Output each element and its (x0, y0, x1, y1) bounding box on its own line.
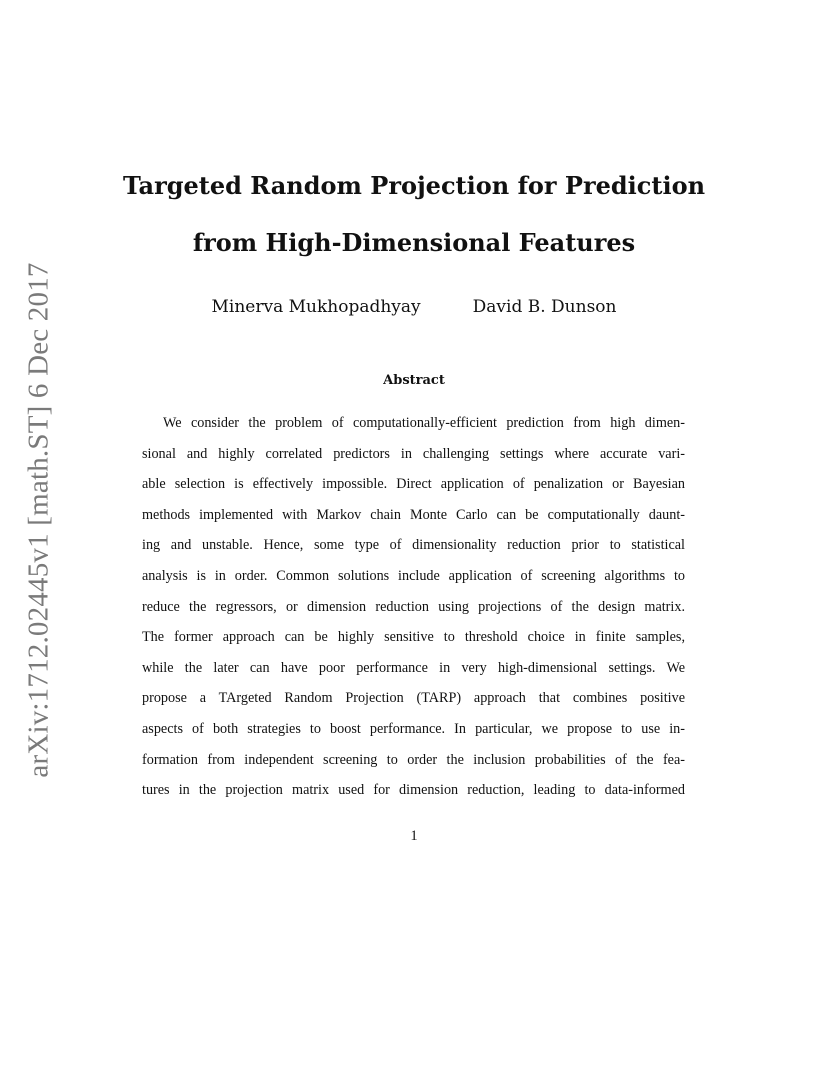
abstract-line: propose a TArgeted Random Projection (TARP) approach that combines positive (142, 690, 685, 707)
abstract-line: methods implemented with Markov chain Monte Carlo can be computationally daunt- (142, 506, 685, 523)
abstract-body (142, 413, 685, 811)
abstract-heading: Abstract (383, 373, 445, 388)
author-1: Minerva Mukhopadhyay (211, 297, 421, 317)
abstract-line: formation from independent screening to order the inclusion probabilities of the fea- (142, 751, 685, 768)
abstract-line: tures in the projection matrix used for dimension reduction, leading to data-informed (142, 782, 685, 799)
abstract-line: able selection is effectively impossible. Direct application of penalization or Bayesian (142, 476, 685, 493)
abstract-line: sional and highly correlated predictors in challenging settings where accurate vari- (142, 445, 685, 462)
arxiv-identifier: arXiv:1712.02445v1 [math.ST] 6 Dec 2017 (22, 262, 55, 778)
abstract-line: The former approach can be highly sensitive to threshold choice in finite samples, (142, 629, 685, 646)
abstract-line: reduce the regressors, or dimension reduction using projections of the design matrix. (142, 598, 685, 615)
paper-title-line-1: Targeted Random Projection for Prediction (122, 171, 706, 200)
abstract-line: while the later can have poor performance in very high-dimensional settings. We (142, 659, 685, 676)
abstract-line: We consider the problem of computationally-efficient prediction from high dimen- (163, 415, 685, 431)
paper-title-line-2: from High-Dimensional Features (192, 228, 636, 257)
page-number: 1 (410, 828, 418, 844)
abstract-line: ing and unstable. Hence, some type of dimensionality reduction prior to statistical (142, 537, 685, 554)
author-2: David B. Dunson (472, 297, 617, 317)
abstract-line: analysis is in order. Common solutions include application of screening algorithms to (142, 567, 685, 584)
author-list (0, 299, 828, 316)
abstract-line: aspects of both strategies to boost performance. In particular, we propose to use in- (142, 720, 685, 737)
